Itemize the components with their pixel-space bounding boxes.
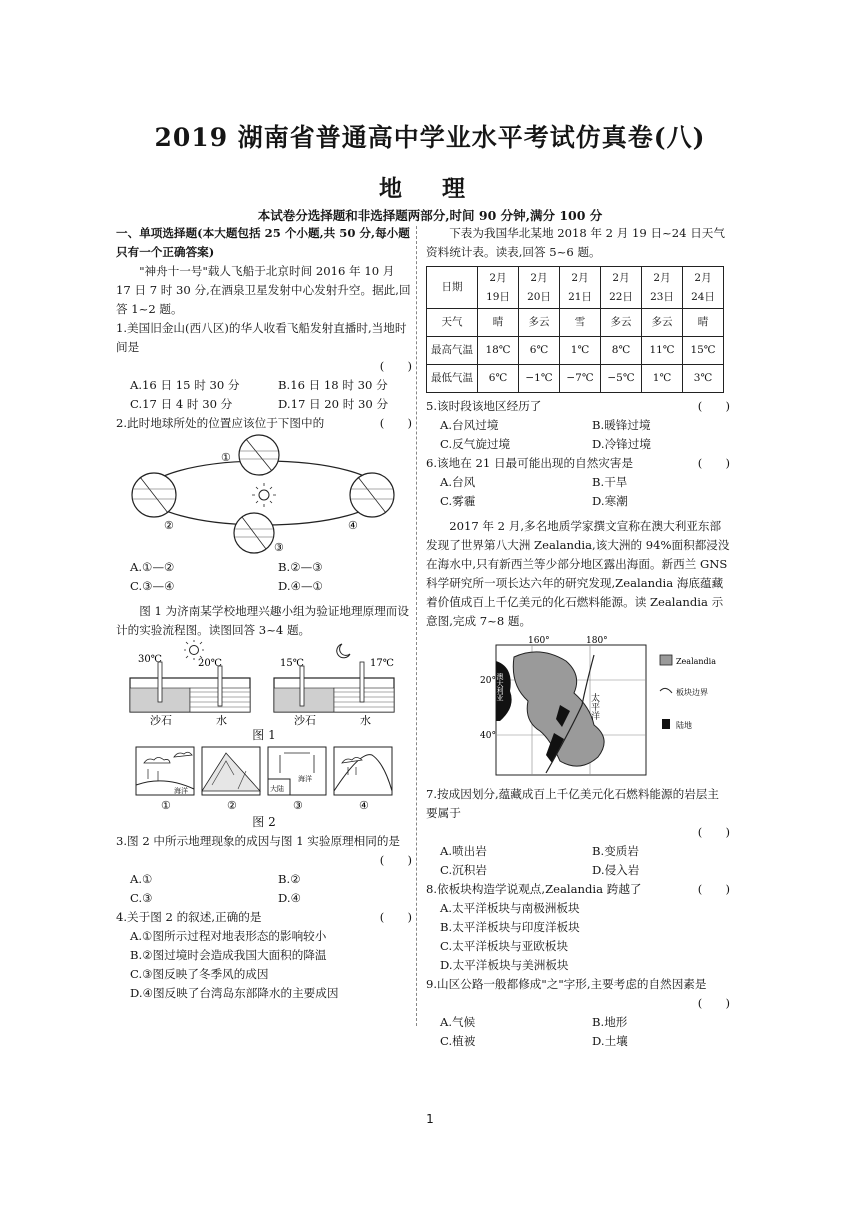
- q8-option-b[interactable]: B.太平洋板块与印度洋板块: [440, 920, 580, 934]
- fig2-num-4: ④: [359, 799, 369, 812]
- earth-position-3: [234, 513, 274, 553]
- fig1-label-3: 沙石: [294, 714, 316, 726]
- q7-stem: 7.按成因划分,蕴藏成百上千亿美元化石燃料能源的岩层主要属于: [426, 787, 719, 820]
- q9-option-d[interactable]: D.土壤: [592, 1034, 628, 1048]
- low-temp-cell: −5℃: [601, 365, 642, 393]
- q4-option-b[interactable]: B.②图过境时会造成我国大面积的降温: [130, 948, 327, 962]
- table-row: [427, 309, 724, 337]
- question-5: [426, 397, 730, 454]
- date-cell: 2月 23日: [642, 267, 683, 309]
- q5-option-c[interactable]: C.反气旋过境: [440, 437, 511, 451]
- table-row: [427, 337, 724, 365]
- weather-cell: 晴: [478, 309, 519, 337]
- right-column: [426, 224, 730, 1051]
- date-cell: 2月 24日: [683, 267, 724, 309]
- high-temp-cell: 6℃: [519, 337, 560, 365]
- map-lon-180: 180°: [586, 636, 608, 646]
- q5-paren: ( ): [697, 399, 730, 413]
- low-temp-cell: 1℃: [642, 365, 683, 393]
- high-temp-cell: 1℃: [560, 337, 601, 365]
- q8-option-d[interactable]: D.太平洋板块与美洲板块: [440, 958, 569, 972]
- fig2-panel-2: [202, 747, 260, 795]
- q4-option-d[interactable]: D.④图反映了台湾岛东部降水的主要成因: [130, 986, 339, 1000]
- date-cell: 2月 21日: [560, 267, 601, 309]
- moon-icon: [337, 644, 350, 658]
- q6-option-d[interactable]: D.寒潮: [592, 494, 628, 508]
- q1-paren: ( ): [379, 359, 412, 373]
- q8-paren: ( ): [697, 882, 730, 896]
- high-temp-cell: 15℃: [683, 337, 724, 365]
- legend-land: 陆地: [676, 721, 692, 730]
- map-ocean-label: 太平洋: [589, 693, 599, 720]
- low-temp-cell: −7℃: [560, 365, 601, 393]
- earth-position-2: [132, 473, 176, 517]
- question-1: [116, 319, 412, 414]
- sun-icon: [252, 483, 276, 507]
- legend-boundary-swatch: [660, 688, 672, 693]
- fig1-caption: 图 1: [252, 728, 276, 742]
- low-temp-cell: 3℃: [683, 365, 724, 393]
- fig2-label-ocean-2: 海洋: [298, 775, 312, 783]
- question-2: [116, 414, 412, 596]
- orbit-label-4: ④: [348, 519, 358, 532]
- map-lat-40: 40°: [480, 731, 496, 741]
- high-temp-cell: 8℃: [601, 337, 642, 365]
- fig2-caption: 图 2: [252, 815, 276, 829]
- low-temp-cell: 6℃: [478, 365, 519, 393]
- map-lon-160: 160°: [528, 636, 550, 646]
- q8-option-c[interactable]: C.太平洋板块与亚欧板块: [440, 939, 569, 953]
- fig2-label-land: 大陆: [270, 785, 284, 793]
- q9-option-a[interactable]: A.气候: [440, 1015, 476, 1029]
- q4-paren: ( ): [379, 910, 412, 924]
- legend-zealandia: Zealandia: [676, 657, 716, 666]
- q9-option-c[interactable]: C.植被: [440, 1034, 476, 1048]
- q6-option-c[interactable]: C.雾霾: [440, 494, 476, 508]
- paper-title: 2019 湖南省普通高中学业水平考试仿真卷(八): [154, 123, 706, 152]
- fig1-temp-2: 20℃: [198, 658, 222, 669]
- section-heading: 一、单项选择题(本大题包括 25 个小题,共 50 分,每小题只有一个正确答案): [116, 226, 410, 259]
- row-label-high: 最高气温: [427, 337, 478, 365]
- row-label-weather: 天气: [427, 309, 478, 337]
- q8-stem: 8.依板块构造学说观点,Zealandia 跨越了: [426, 882, 642, 896]
- figure-1-experiment: [124, 640, 404, 726]
- q6-option-a[interactable]: A.台风: [440, 475, 476, 489]
- table-row: [427, 267, 724, 309]
- q7-paren: ( ): [697, 825, 730, 839]
- q2-paren: ( ): [379, 416, 412, 430]
- low-temp-cell: −1℃: [519, 365, 560, 393]
- earth-position-1: [239, 435, 279, 475]
- question-6: [426, 454, 730, 511]
- sun-icon: [184, 640, 204, 660]
- q2-option-b[interactable]: B.②—③: [278, 560, 323, 574]
- q3-stem: 3.图 2 中所示地理现象的成因与图 1 实验原理相同的是: [116, 834, 401, 848]
- q6-paren: ( ): [697, 456, 730, 470]
- q9-stem: 9.山区公路一般都修成"之"字形,主要考虑的自然因素是: [426, 977, 707, 991]
- weather-cell: 多云: [642, 309, 683, 337]
- fig2-num-1: ①: [161, 799, 171, 812]
- question-7: [426, 785, 730, 880]
- q6-option-b[interactable]: B.干旱: [592, 475, 628, 489]
- page-number: 1: [426, 1112, 434, 1126]
- fig1-label-1: 沙石: [150, 714, 172, 726]
- weather-cell: 晴: [683, 309, 724, 337]
- q3-paren: ( ): [379, 853, 412, 867]
- date-cell: 2月 22日: [601, 267, 642, 309]
- fig1-label-4: 水: [360, 714, 371, 726]
- q7-option-a[interactable]: A.喷出岩: [440, 844, 487, 858]
- q5-option-d[interactable]: D.冷锋过境: [592, 437, 651, 451]
- weather-cell: 雪: [560, 309, 601, 337]
- orbit-label-3: ③: [274, 541, 284, 554]
- fig2-num-3: ③: [293, 799, 303, 812]
- legend-zealandia-swatch: [660, 655, 672, 665]
- q7-option-c[interactable]: C.沉积岩: [440, 863, 487, 877]
- q4-option-a[interactable]: A.①图所示过程对地表形态的影响较小: [130, 929, 327, 943]
- exam-intro: 本试卷分选择题和非选择题两部分,时间 90 分钟,满分 100 分: [257, 208, 603, 223]
- q5-stem: 5.该时段该地区经历了: [426, 399, 542, 413]
- subject-title: 地 理: [378, 175, 481, 202]
- q2-stem: 2.此时地球所处的位置应该位于下图中的: [116, 416, 325, 430]
- high-temp-cell: 11℃: [642, 337, 683, 365]
- figure-2-phenomena: [134, 745, 394, 813]
- fig2-panel-4: [334, 747, 392, 795]
- q1-option-d[interactable]: D.17 日 20 时 30 分: [278, 397, 389, 411]
- q3-option-b[interactable]: B.②: [278, 872, 301, 886]
- map-left-label: 澳大利亚: [496, 673, 504, 701]
- fig1-temp-3: 15℃: [280, 658, 304, 669]
- question-3: [116, 832, 412, 908]
- passage-3: 下表为我国华北某地 2018 年 2 月 19 日~24 日天气资料统计表。读表,回答 5~6 题。: [426, 226, 725, 259]
- question-4: [116, 908, 412, 1003]
- column-divider: [416, 226, 417, 1026]
- high-temp-cell: 18℃: [478, 337, 519, 365]
- q9-option-b[interactable]: B.地形: [592, 1015, 628, 1029]
- q3-option-c[interactable]: C.③: [130, 891, 153, 905]
- q4-option-c[interactable]: C.③图反映了冬季风的成因: [130, 967, 269, 981]
- table-row: [427, 365, 724, 393]
- date-cell: 2月 20日: [519, 267, 560, 309]
- question-9: [426, 975, 730, 1051]
- q6-stem: 6.该地在 21 日最可能出现的自然灾害是: [426, 456, 634, 470]
- orbit-label-2: ②: [164, 519, 174, 532]
- q4-stem: 4.关于图 2 的叙述,正确的是: [116, 910, 262, 924]
- q2-option-d[interactable]: D.④—①: [278, 579, 323, 593]
- q3-option-d[interactable]: D.④: [278, 891, 301, 905]
- q3-option-a[interactable]: A.①: [130, 872, 153, 886]
- legend-land-swatch: [662, 719, 670, 729]
- q1-option-b[interactable]: B.16 日 18 时 30 分: [278, 378, 388, 392]
- passage-4: 2017 年 2 月,多名地质学家撰文宣称在澳大利亚东部发现了世界第八大洲 Zealandia,该大洲的 94%面积都浸没在海水中,只有新西兰等少部分地区露出海面。新西兰 GNS 科学研究所一项长达六年的研究发现,Zealandia 海底蕴藏着价值成百上千亿美元的化石燃料能源。读 Zealandia 示意图,完成 7~8 题。: [426, 519, 730, 628]
- q9-paren: ( ): [697, 996, 730, 1010]
- passage-2: 图 1 为济南某学校地理兴趣小组为验证地理原理而设计的实验流程图。读图回答 3~4 题。: [116, 604, 409, 637]
- fig1-label-2: 水: [216, 714, 227, 726]
- q2-option-c[interactable]: C.③—④: [130, 579, 175, 593]
- q8-option-a[interactable]: A.太平洋板块与南极洲板块: [440, 901, 580, 915]
- map-lat-20: 20°: [480, 676, 496, 686]
- zealandia-map: [470, 635, 718, 781]
- q1-stem: 1.美国旧金山(西八区)的华人收看飞船发射直播时,当地时间是: [116, 321, 407, 354]
- weather-table: [426, 266, 724, 393]
- row-label-date: 日期: [427, 267, 478, 309]
- fig1-temp-1: 30℃: [138, 654, 162, 665]
- earth-position-4: [350, 473, 394, 517]
- orbit-label-1: ①: [221, 451, 231, 464]
- fig2-num-2: ②: [227, 799, 237, 812]
- q7-option-b[interactable]: B.变质岩: [592, 844, 639, 858]
- fig2-label-ocean-1: 海洋: [174, 787, 188, 795]
- weather-cell: 多云: [519, 309, 560, 337]
- q5-option-a[interactable]: A.台风过境: [440, 418, 499, 432]
- left-column: [116, 224, 412, 1003]
- q5-option-b[interactable]: B.暖锋过境: [592, 418, 651, 432]
- q2-option-a[interactable]: A.①—②: [130, 560, 175, 574]
- q1-option-c[interactable]: C.17 日 4 时 30 分: [130, 397, 233, 411]
- question-8: [426, 880, 730, 975]
- weather-cell: 多云: [601, 309, 642, 337]
- passage-1: "神舟十一号"载人飞船于北京时间 2016 年 10 月 17 日 7 时 30 分,在酒泉卫星发射中心发射升空。据此,回答 1~2 题。: [116, 264, 411, 316]
- q7-option-d[interactable]: D.侵入岩: [592, 863, 640, 877]
- q1-option-a[interactable]: A.16 日 15 时 30 分: [130, 378, 240, 392]
- date-cell: 2月 19日: [478, 267, 519, 309]
- row-label-low: 最低气温: [427, 365, 478, 393]
- earth-orbit-figure: [124, 433, 404, 558]
- fig1-temp-4: 17℃: [370, 658, 394, 669]
- legend-boundary: 板块边界: [676, 688, 708, 697]
